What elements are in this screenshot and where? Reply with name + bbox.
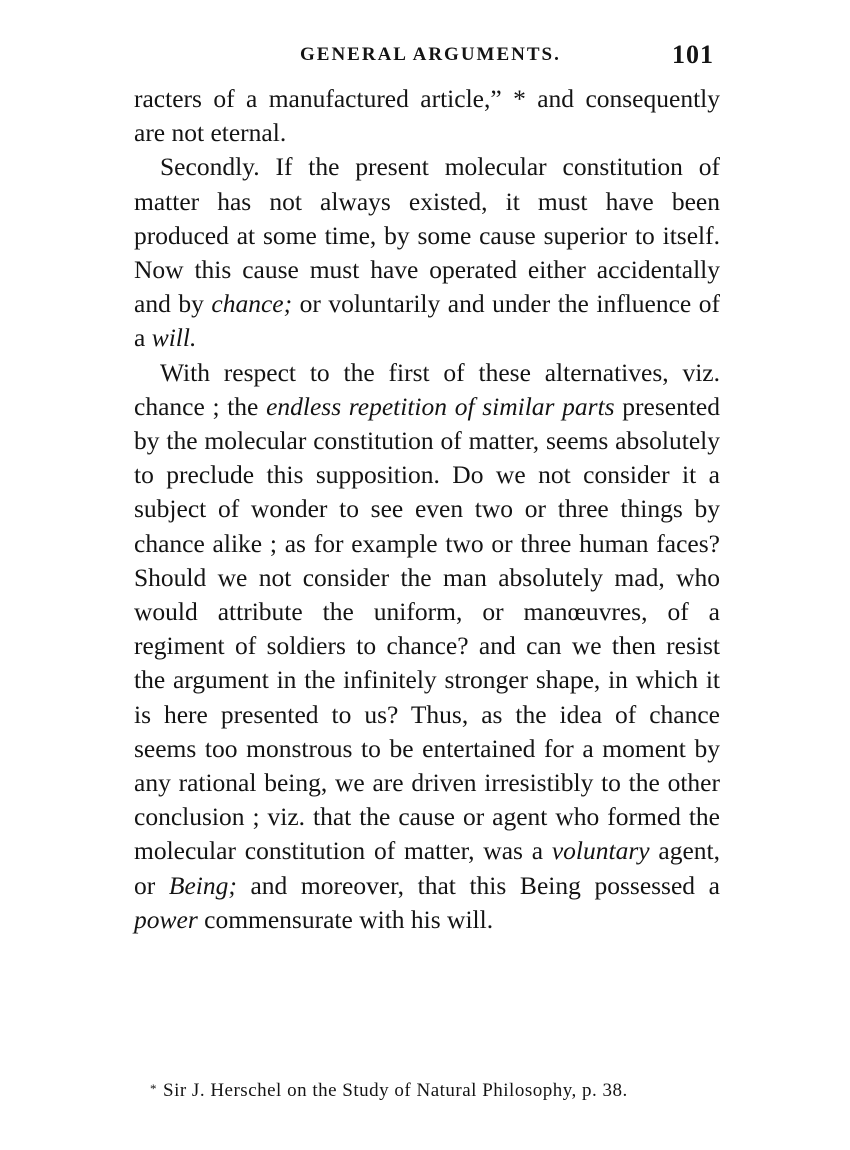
body-text	[134, 82, 720, 937]
italic-phrase-chance: chance;	[211, 289, 293, 319]
running-title: GENERAL ARGUMENTS.	[300, 44, 561, 65]
page-number: 101	[672, 40, 714, 69]
italic-phrase-power: power	[134, 904, 198, 934]
italic-phrase-being: Being;	[168, 870, 237, 900]
paragraph-text: agent, or	[134, 836, 720, 900]
paragraph-text: With respect to the first of these alternatives, viz. chance ; the	[134, 357, 720, 421]
italic-phrase-endless-repetition: endless repetition of similar parts	[266, 391, 615, 421]
paragraph-text: or voluntarily and under the influence of a	[134, 289, 721, 353]
italic-phrase-voluntary: voluntary	[551, 836, 650, 866]
paragraph-text: racters of a manufactured article,” * and consequently are not eternal.	[134, 84, 720, 148]
paragraph-continued	[134, 82, 720, 150]
footnote-text: Sir J. Herschel on the Study of Natural Philosophy, p. 38.	[163, 1080, 628, 1101]
paragraph-secondly	[134, 150, 720, 355]
paragraph-text: commensurate with his will.	[197, 904, 494, 934]
paragraph-alternatives	[134, 356, 720, 937]
running-head	[134, 40, 720, 74]
footnote-mark: *	[150, 1081, 157, 1096]
paragraph-text: presented by the molecular constitution of matter, seems absolutely to preclude this supposition. Do we not consider it a subject of wonder to see even two or three things by chance alike ; as for example two or three human faces? Should we not consider the man absolutely mad, who would attribute the uniform, or manœuvres, of a regiment of soldiers to chance? and can we then resist the argument in the infinitely stronger shape, in which it is here presented to us? Thus, as the idea of chance seems too monstrous to be entertained for a moment by any rational being, we are driven irresistibly to the other conclusion ; viz. that the cause or agent who formed the molecular constitution of matter, was a	[134, 391, 720, 866]
italic-phrase-will: will.	[151, 323, 197, 353]
paragraph-text: Secondly. If the present molecular constitution of matter has not always existed, it must have been produced at some time, by some cause superior to itself. Now this cause must have operated either accidentally and by	[134, 152, 720, 319]
footnote	[150, 1080, 730, 1102]
paragraph-text: and moreover, that this Being possessed a	[236, 870, 720, 900]
